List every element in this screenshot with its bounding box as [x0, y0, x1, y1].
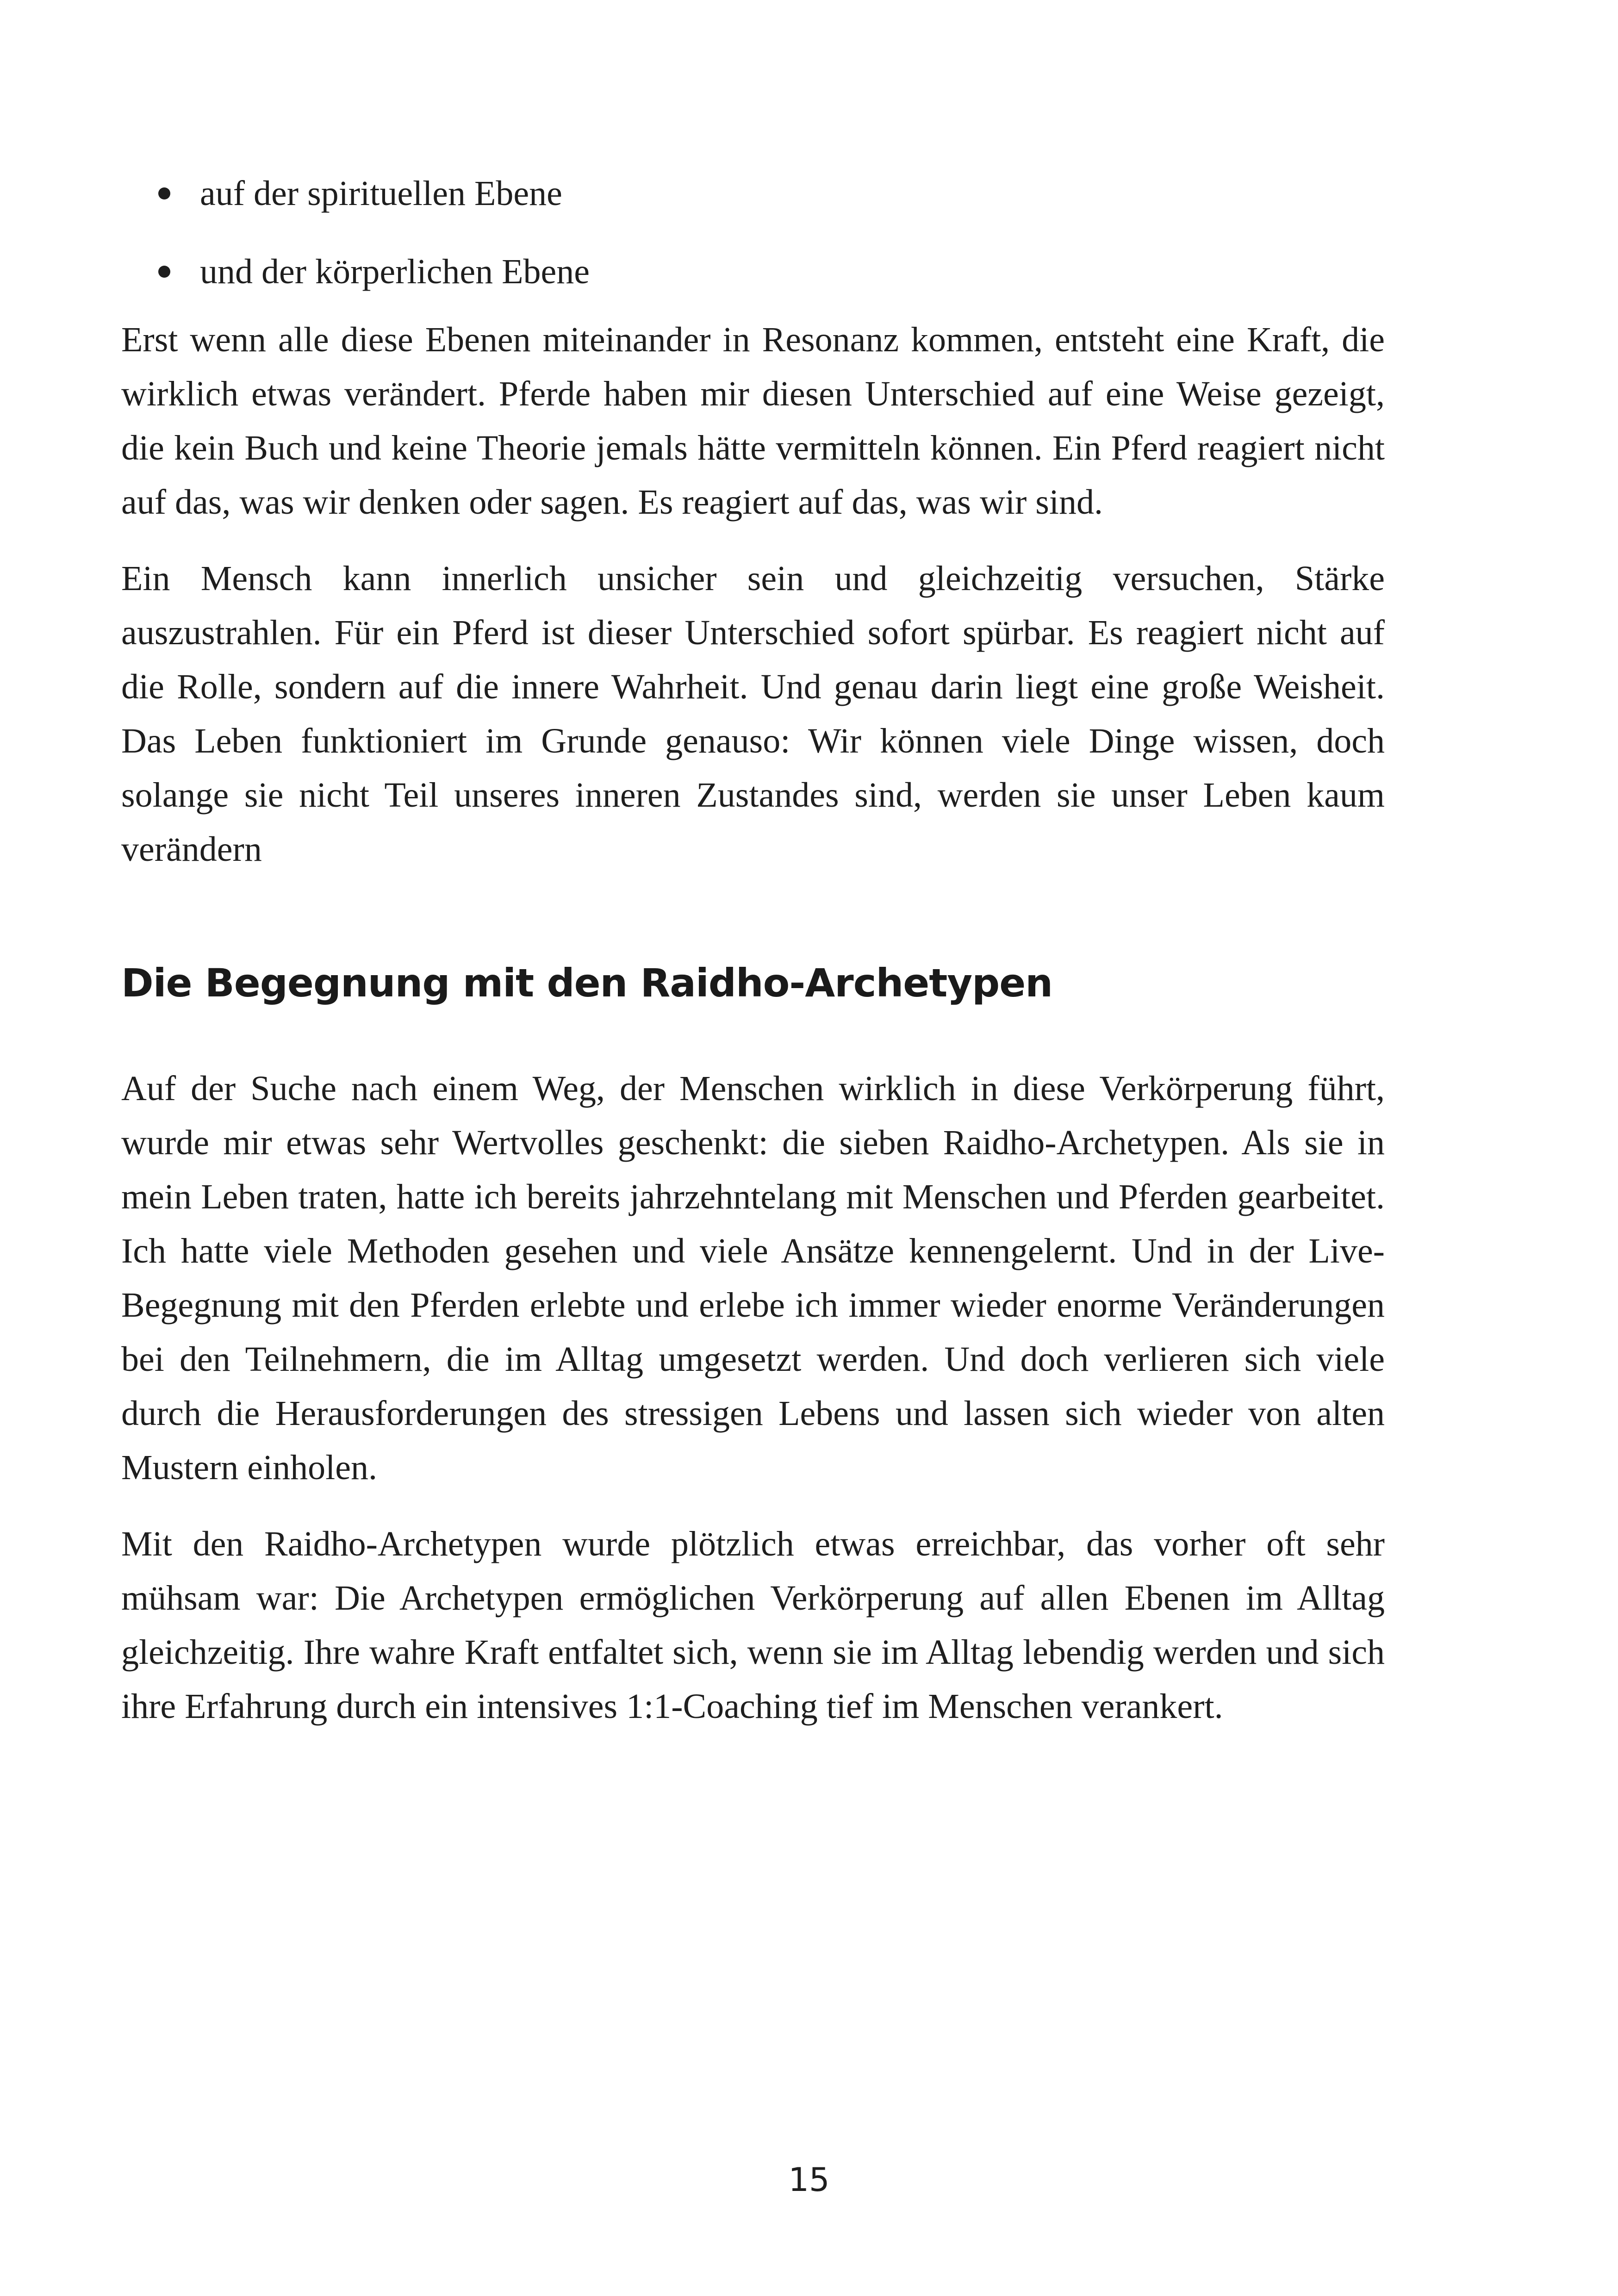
bullet-dot-icon — [158, 266, 170, 278]
bullet-text: und der körperlichen Ebene — [200, 252, 590, 291]
paragraph: Erst wenn alle diese Ebenen miteinander in Resonanz kommen, entsteht eine Kraft, die wirklich etwas verändert. Pferde haben mir diesen Unterschied auf eine Weise gezeigt, die kein Buch und keine Theorie jemals hätte vermitteln können. Ein Pferd reagiert nicht auf das, was wir denken oder sagen. Es reagiert auf das, was wir sind. — [121, 320, 1385, 522]
bullet-dot-icon — [158, 187, 170, 199]
bullet-list — [121, 167, 1385, 299]
bullet-item — [121, 245, 1385, 299]
bullet-text: auf der spirituellen Ebene — [200, 174, 562, 213]
page-content — [121, 167, 1385, 1756]
paragraph: Ein Mensch kann innerlich unsicher sein und gleichzeitig versuchen, Stärke auszustrahlen. Für ein Pferd ist dieser Unterschied sofort spürbar. Es reagiert nicht auf die Rolle, sondern auf die innere Wahrheit. Und genau darin liegt eine große Weisheit. Das Leben funktioniert im Grunde genauso: Wir können viele Dinge wissen, doch solange sie nicht Teil unseres inneren Zustandes sind, werden sie unser Leben kaum verändern — [121, 559, 1385, 869]
paragraph: Auf der Suche nach einem Weg, der Menschen wirklich in diese Verkörperung führt, wurde mir etwas sehr Wertvolles geschenkt: die sieben Raidho-Archetypen. Als sie in mein Leben traten, hatte ich bereits jahrzehntelang mit Menschen und Pferden gearbeitet. Ich hatte viele Methoden gesehen und viele Ansätze kennengelernt. Und in der Live-Begegnung mit den Pferden erlebte und erlebe ich immer wieder enorme Veränderungen bei den Teilnehmern, die im Alltag umgesetzt werden. Und doch verlieren sich viele durch die Herausforderungen des stressigen Lebens und lassen sich wieder von alten Mustern einholen. — [121, 1069, 1385, 1487]
bullet-item — [121, 167, 1385, 221]
paragraph: Mit den Raidho-Archetypen wurde plötzlich etwas erreichbar, das vorher oft sehr mühsam war: Die Archetypen ermöglichen Verkörperung auf allen Ebenen im Alltag gleichzeitig. Ihre wahre Kraft entfaltet sich, wenn sie im Alltag lebendig werden und sich ihre Erfahrung durch ein intensives 1:1-Coaching tief im Menschen verankert. — [121, 1524, 1385, 1726]
section-heading: Die Begegnung mit den Raidho-Archetypen — [121, 960, 1053, 1006]
page-number: 15 — [788, 2161, 830, 2199]
